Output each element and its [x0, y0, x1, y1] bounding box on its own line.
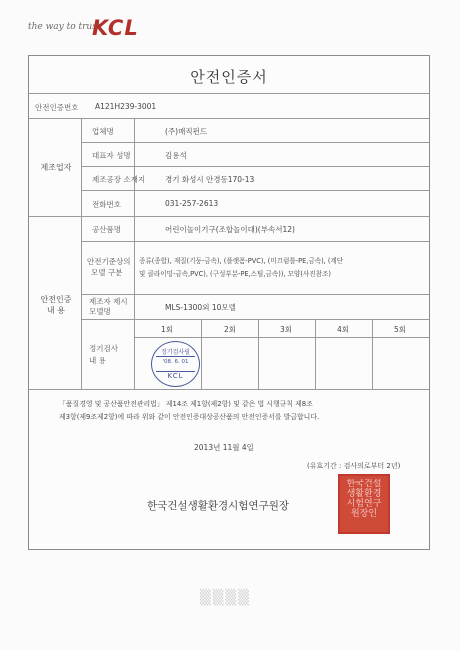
model-class-label [87, 256, 130, 278]
model-name-value: MLS-1300외 10모델 [165, 303, 236, 312]
product-value: 어린이놀이기구(조합놀이대)(부속서12) [165, 225, 295, 234]
inspection-label [89, 343, 118, 367]
stamp-line2: '08. 6. 01 [162, 359, 189, 365]
tagline: the way to trust [28, 22, 101, 32]
company-name-label: 업체명 [92, 127, 114, 136]
inspection-round-3: 3회 [280, 325, 293, 334]
cert-number: A121H239-3001 [95, 102, 157, 111]
certification-label-line1: 안전인증 [40, 295, 72, 304]
manufacturer-section-label: 제조업자 [40, 163, 72, 172]
watermark: ▒▒▒▒ [200, 590, 252, 606]
inspection-round-5: 5회 [394, 325, 407, 334]
certification-label-line2: 내 용 [47, 306, 65, 315]
certification-section-label [31, 294, 81, 316]
certificate-title: 안전인증서 [190, 68, 268, 86]
model-class-value-line2: 및 클라이밍-금속,PVC), (구성부분-PE,스틸,금속)), 모양(사진참조) [139, 270, 331, 278]
model-class-value-line1: 종류(종합), 재질(기둥-금속), (플랫폼-PVC), (미끄럼틀-PE,금속), (계단 [139, 257, 344, 265]
inspection-label-line1: 정기검사 [89, 344, 118, 353]
issuer-name: 한국건설생활환경시험연구원장 [147, 500, 290, 512]
official-seal [338, 474, 390, 534]
ceo-name: 김용석 [165, 151, 187, 160]
page-header [0, 0, 460, 56]
inspection-stamp [151, 341, 200, 387]
stamp-line3: KCL [156, 371, 195, 380]
issue-date: 2013년 11월 4일 [194, 443, 254, 452]
validity-period: (유효기간 : 검사의로부터 2년) [307, 462, 401, 470]
seal-text: 한국건설생활환경시험연구원장인 [346, 479, 382, 519]
legal-text-line1: 「품질경영 및 공산품안전관리법」 제14조 제1항(제2항) 및 같은 법 시행규칙 제8조 [59, 400, 313, 408]
inspection-round-4: 4회 [337, 325, 350, 334]
kcl-logo: KCL [92, 16, 139, 40]
factory-address-label: 제조공장 소재지 [92, 175, 146, 184]
model-name-label-line1: 제조자 제시 [89, 297, 128, 306]
product-label: 공산품명 [92, 225, 121, 234]
ceo-name-label: 대표자 성명 [92, 151, 131, 160]
model-name-label [89, 297, 128, 317]
factory-address: 경기 화성시 안경동170-13 [165, 175, 255, 184]
phone: 031-257-2613 [165, 199, 219, 208]
company-name: (주)매직펀드 [165, 127, 208, 136]
model-class-value [139, 255, 343, 281]
legal-text-line2: 제3항(제9조제2항)에 따라 위와 같이 안전인증대상공산품의 안전인증서를 발급합니다. [59, 413, 320, 421]
inspection-round-2: 2회 [224, 325, 237, 334]
phone-label: 전화번호 [92, 200, 121, 209]
stamp-line1: 정기검사필 [156, 347, 195, 357]
model-name-label-line2: 모델명 [89, 307, 111, 316]
inspection-round-1: 1회 [161, 325, 174, 334]
model-class-label-line1: 안전기준상의 [87, 257, 131, 266]
cert-number-label: 안전인증번호 [35, 103, 79, 112]
model-class-label-line2: 모델 구분 [91, 268, 123, 277]
inspection-label-line2: 내 용 [89, 356, 106, 365]
